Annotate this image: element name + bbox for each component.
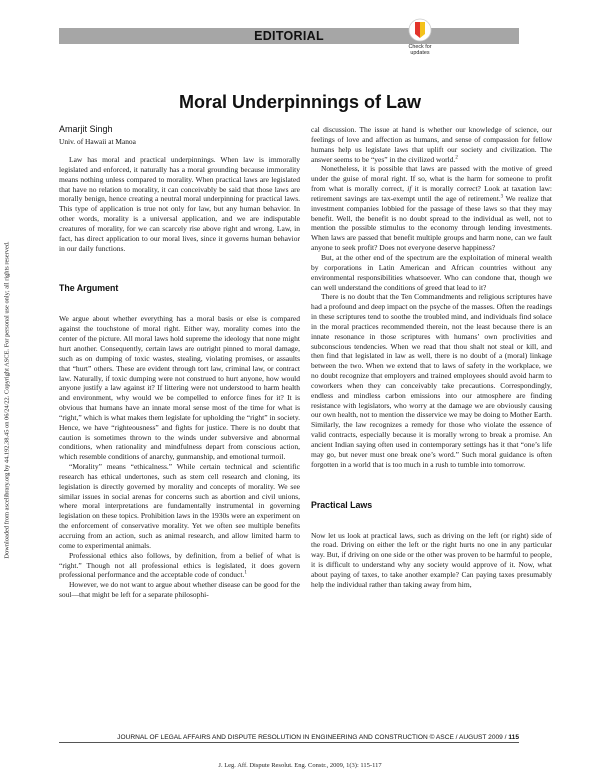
download-notice — [2, 185, 12, 615]
argument-paragraph-2: “Morality” means “ethicalness.” While certain technical and scientific research has ethical undertones, such as stem cell research and cloning, its legislation is directly governed by morality and concepts of morality. We see similar issues in social arenas for concerns such as abortion and civil unions, where moral interpretations are fundamentally instrumental in governing legislation on these topics. Prohibition laws in the 1930s were an experiment on the enforcement of conservative morality. Yet we often see multiple benefits accruing from an action, such as animal research, and allow limited harm to come to experimental animals. — [59, 462, 300, 550]
section-header-bar — [59, 28, 519, 44]
author-affiliation: Univ. of Hawaii at Manoa — [59, 137, 136, 146]
section-heading-argument: The Argument — [59, 283, 119, 294]
right-paragraph-2: Nonetheless, it is possible that laws are passed with the motive of greed under the guise of moral right. If so, what is the harm for someone to profit from what is morally correct, if it is morally correct? Look at taxation law: retirement savings are tax-exempt until the age of retirement.$^3$ We realize that investment companies lobbied for the passage of these laws so that they may benefit. Well, the benefit is no doubt spread to the individual as well, not to mention the possible stimulus to the economy through lending investments. When laws are passed that benefit multiple groups and harm none, can we fault anyone to seek profit? Does not everyone deserve happiness? — [311, 164, 553, 253]
page-number: 115 — [508, 734, 519, 741]
footnote-ref-3: 3 — [500, 194, 504, 200]
intro-paragraph: Law has moral and practical underpinnings. When law is immorally legislated and enforced, it naturally has a moral grounding because immorality means nothing unless compared to morality. When practical laws are legislated that have no relation to morality, it can conceivably be said that those laws are morally benign, hence creating a neutral moral underpinning for practical laws. This type of application is true not only for law, but any human behavior. In other words, morality is a universal application, and we are indisputable creatures of morality, for we can scarcely rise above right and wrong. Law, in fact, has direct application to our moral lives, since it governs human behavior in our daily functions. — [59, 155, 300, 253]
footnote-ref-1: 1 — [244, 570, 247, 576]
practical-laws-paragraph-1: Now let us look at practical laws, such as driving on the left (or right) side of the road. Driving on either the left or the right hurts no one in any particular way. But, if driving on one side or the other was proven to be harmful to people, it is difficult to understand why any society would approve of it. Now, what about paying of taxes, to take another example? Can paying taxes presumably help the individual rather than taking away from him, — [311, 530, 552, 589]
check-for-updates-badge[interactable] — [400, 18, 440, 58]
journal-line: JOURNAL OF LEGAL AFFAIRS AND DISPUTE RESOLUTION IN ENGINEERING AND CONSTRUCTION © ASCE / AUGUST 2009 / — [117, 734, 507, 741]
argument-paragraph-1: We argue about whether everything has a moral basis or else is compared against the touchstone of moral right. Either way, morality comes into the center of the picture. All moral laws hold supreme the ideology that none might hurt another. Consequently, certain laws are outright pinned to moral damage, such as on dumping of toxic wastes, stealing, violating promises, or assaults that “hurt” others. These are evident through tort law, criminal law, or contract law. Naturally, if toxic dumping were not construed to hurt anyone, how would anyone justify a law against it? If littering were not understood to harm health and environment, why would we be compelled to enforce fines for it? It is obvious that humans have an innate moral sense most of the time for what is “right,” which is what makes them legislate for upholding the “right” in society. Hence, we have “righteousness” and fights for justice. There is no doubt that caution is sometimes thrown to the winds under subversive and abnormal conditions, when rationality and mindfulness depart from conscious action, which resemble conditions of anarchy, gunmanship, and emotional turmoil. — [59, 314, 300, 462]
journal-footer — [113, 734, 519, 741]
check-for-updates-label: Check for updates — [408, 44, 432, 56]
footer-rule — [59, 742, 519, 743]
right-paragraph-3: But, at the other end of the spectrum are the exploitation of mineral wealth by corporations in Latin American and African countries without any environmental responsibilities whatsoever. Who can condone that, though we can well understand the conditions of greed that lead to it? — [311, 252, 552, 292]
citation-line: J. Leg. Aff. Dispute Resolut. Eng. Constr., 2009, 1(3): 115-117 — [218, 762, 382, 769]
right-paragraph-1: cal discussion. The issue at hand is whether our knowledge of science, our feelings of love and affection as humans, and sense of compassion for fellow humans help us legislate laws that uplift our society and civilization. The answer seems to be “yes” in the civilized world.$^2$ — [311, 125, 552, 164]
section-heading-practical-laws: Practical Laws — [311, 499, 373, 510]
bookmark-icon — [400, 18, 440, 44]
footnote-ref-2: 2 — [455, 155, 458, 161]
author-name: Amarjit Singh — [59, 124, 113, 134]
left-column — [59, 155, 300, 600]
article-title: Moral Underpinnings of Law — [179, 92, 421, 112]
download-notice-text: Downloaded from ascelibrary.org by 44.192.38.45 on 06/24/22. Copyright ASCE. For personal use only; all rights reserved. — [3, 241, 11, 559]
right-column — [311, 125, 552, 590]
section-label: EDITORIAL — [254, 29, 324, 43]
argument-paragraph-3: Professional ethics also follows, by definition, from a belief of what is “right.” Though not all professional ethics is legislated, it does govern professional performance and the acceptable code of conduct.$^1$ — [59, 550, 300, 580]
argument-paragraph-4: However, we do not want to argue about whether disease can be good for the soul—that might be left for a separate philosophi- — [59, 580, 300, 600]
right-paragraph-4: There is no doubt that the Ten Commandments and religious scriptures have had a profound and deep impact on the psyche of the masses. Often the readings in these scriptures tend to soothe the troubled mind, and individuals find solace in the moral practices recommended therein, not the least because there is an innate resonance in those scriptures with humans’ own proclivities and subconscious tendencies. When we read that thou shalt not steal or kill, and then find that legislated in law as well, there is no doubt of a (moral) linkage between the two. When we extend that to laws of safety in the workplace, we no doubt recognize that employers and trained employees should avoid harm to coworkers when they can conceivably take precautions. Correspondingly, endless and mindless carbon emissions into our atmosphere are finding resistance with legislators, who worry at the damage we are obviously causing our own health, not to mention the disservice we may be doing to Mother Earth. Similarly, the law recognizes a remedy for those who violate the essence of valid contracts, especially because it is morally wrong to break a promise. An ancient Indian saying often used in contemporary settings has it that “one’s life may go, but never must one break one’s word.” Such moral guidance is often forgotten in a world that is too much in a rush to tumble into tomorrow. — [311, 292, 552, 469]
